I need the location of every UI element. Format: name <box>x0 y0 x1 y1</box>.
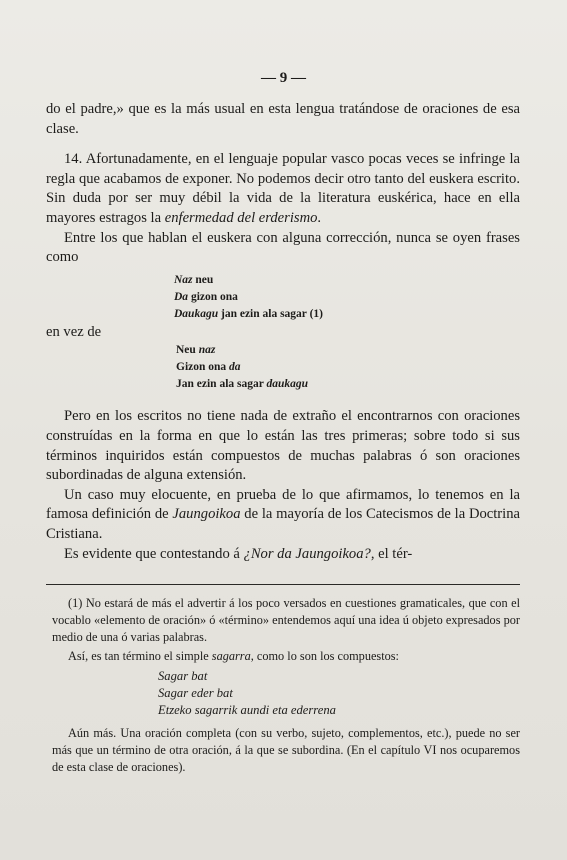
paragraph-caso: Un caso muy elocuente, en prueba de lo que afirmamos, lo tenemos en la famosa definición de Jaungoikoa de la mayoría de los Catecismos de la Doctrina Cristiana. <box>46 486 520 542</box>
footnote-divider <box>46 584 520 585</box>
main-text <box>46 100 520 564</box>
footnote-1-end: Aún más. Una oración completa (con su verbo, sujeto, complementos, etc.), puede no ser más que un término de otra oración, á la que se subordina. (En el capítulo VI nos ocuparemos de esta clase de oraciones). <box>52 726 520 774</box>
example-list-2 <box>176 342 520 393</box>
italic-term: enfermedad del erderismo <box>164 209 318 226</box>
paragraph-pero: Pero en los escritos no tiene nada de extraño el encontrarnos con oraciones construídas en la forma en que lo están las tres primeras; sobre todo si sus términos inquiridos están compuestos de muchas palabras ó son oraciones subordinadas de alguna extensión. <box>46 408 520 484</box>
paragraph-en-vez-de: en vez de <box>46 323 102 340</box>
paragraph-14-text: Afortunadamente, en el lenguaje popular vasco pocas veces se infringe la regla que acabamos de exponer. No podemos decir otro tanto del euskera escrito. Sin duda por ser muy débil la vida de la literatura euskérica, hace en ella mayores estragos la <box>46 151 520 226</box>
example-line: Naz neu <box>174 273 214 286</box>
page-number: — 9 — <box>261 70 306 86</box>
paragraph-entre: Entre los que hablan el euskera con alguna corrección, nunca se oyen frases como <box>46 229 520 266</box>
footnote-examples <box>158 668 520 719</box>
example-line: Gizon ona da <box>176 361 241 374</box>
footnote-example-line: Etzeko sagarrik aundi eta ederrena <box>158 703 336 717</box>
paragraph-evidente: Es evidente que contestando á ¿Nor da Jaungoikoa?, el tér- <box>64 545 413 562</box>
example-line: Daukagu jan ezin ala sagar (1) <box>174 307 323 320</box>
footnotes <box>52 595 520 776</box>
example-line: Jan ezin ala sagar daukagu <box>176 378 309 391</box>
example-line: Da gizon ona <box>174 290 238 303</box>
footnote-example-line: Sagar eder bat <box>158 686 233 700</box>
footnote-1: (1) No estará de más el advertir á los poco versados en cuestiones gramaticales, que con el vocablo «elemento de oración» ó «término» entendemos aquí una idea ú objeto expresados por medio de una ó varias palabras. <box>52 596 520 644</box>
example-line: Neu naz <box>176 344 216 357</box>
paragraph-14: 14. Afortunadamente, en el lenguaje popular vasco pocas veces se infringe la regla que acabamos de exponer. No podemos decir otro tanto del euskera escrito. Sin duda por ser muy débil la vida de la literatura euskérica, hace en ella mayores estragos la enfermedad del erderismo. <box>46 151 520 226</box>
example-list-1 <box>174 272 520 323</box>
footnote-example-line: Sagar bat <box>158 669 208 683</box>
section-number: 14. <box>64 151 83 168</box>
footnote-1-continued: Así, es tan término el simple sagarra, como lo son los compuestos: <box>68 649 399 663</box>
paragraph-intro: do el padre,» que es la más usual en esta lengua tratándose de oraciones de esa clase. <box>46 101 520 137</box>
